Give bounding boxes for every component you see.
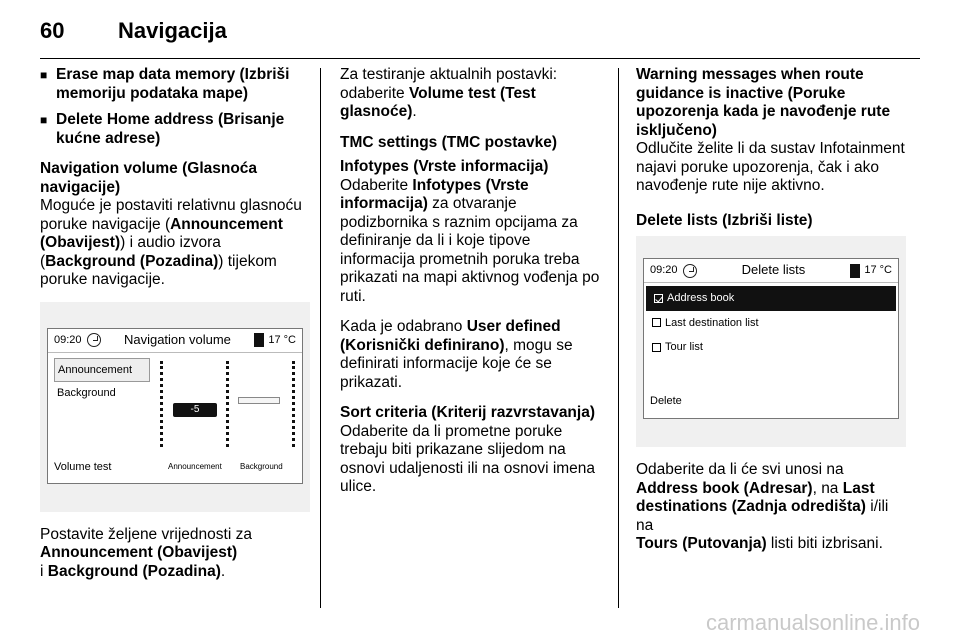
sort-text: Odaberite da li prometne poruke trebaju biti prikazane slijedom na osnovi udaljenosti ili na osnovi imena ulice. — [340, 422, 596, 495]
delete-lists-screen — [643, 258, 899, 419]
menu-item-announcement[interactable]: Announcement — [54, 358, 150, 383]
nav-volume-heading: Navigation volume (Glasnoća navigacije) — [40, 160, 258, 196]
page-title: Navigacija — [118, 18, 227, 43]
header-rule — [40, 58, 920, 59]
warning-heading: Warning messages when route guidance is inactive (Poruke upozorenja kada je navođenje rute isključeno) — [636, 66, 891, 139]
checkbox-last-destinations[interactable]: Last destination list — [644, 311, 898, 336]
menu-item-background[interactable]: Background — [57, 387, 116, 399]
delete-lists-text: Odaberite da li će svi unosi na Address book (Adresar), na Last destinations (Zadnja odredišta) i/ili na Tours (Putovanja) listi biti izbrisani. — [636, 461, 889, 552]
checkbox-checked-icon — [654, 294, 663, 303]
tmc-heading: TMC settings (TMC postavke) — [340, 133, 558, 151]
infotypes-text: Odaberite Infotypes (Vrste informacija) za otvaranje podizbornika s raznim opcijama za definiranje da li i koje tipove informacija prometnih poruka treba prikazati na mapi aktivnog vođenja po ruti. — [340, 176, 600, 305]
column-2 — [340, 66, 605, 509]
column-3 — [636, 66, 906, 566]
checkbox-tour-list[interactable]: Tour list — [644, 335, 898, 360]
background-label: Background — [240, 462, 283, 471]
page-header — [40, 18, 227, 48]
screen-title: Navigation volume — [123, 331, 231, 347]
status-bar — [48, 329, 302, 353]
clock-time: 09:20 — [650, 264, 678, 277]
thermometer-icon — [850, 264, 860, 278]
warning-text: Odlučite želite li da sustav Infotainment najavi poruke upozorenja, čak i ako navođenje rute nije aktivno. — [636, 140, 905, 194]
nav-volume-list — [54, 358, 150, 405]
clock-time: 09:20 — [54, 333, 82, 346]
announcement-label: Announcement — [168, 462, 222, 471]
menu-item-volume-test[interactable]: Volume test — [54, 461, 112, 473]
temperature: 17 °C — [268, 333, 296, 346]
announcement-scale-left — [160, 361, 163, 447]
delete-lists-heading: Delete lists (Izbriši liste) — [636, 211, 813, 229]
nav-volume-screen — [47, 328, 303, 484]
bullet-list — [40, 66, 310, 148]
delete-lists-body — [644, 286, 898, 418]
sort-heading: Sort criteria (Kriterij razvrstavanja) — [340, 404, 595, 421]
column-1 — [40, 66, 310, 593]
temperature: 17 °C — [864, 264, 892, 277]
infotypes-heading: Infotypes (Vrste informacija) — [340, 158, 549, 175]
page-number: 60 — [40, 18, 65, 43]
checkbox-icon — [652, 318, 661, 327]
thermometer-icon — [254, 333, 264, 347]
checkbox-address-book[interactable]: Address book — [646, 286, 896, 311]
nav-volume-text: Moguće je postaviti relativnu glasnoću poruke navigacije (Announcement (Obavijest)) i audio izvora (Background (Pozadina)) tijekom poruke navigacije. — [40, 197, 302, 288]
background-slider[interactable] — [238, 397, 280, 404]
column-divider-2 — [618, 68, 619, 608]
user-defined-text: Kada je odabrano User defined (Korisnički definirano), mogu se definirati informacije koje će se prikazati. — [340, 318, 573, 391]
status-bar — [644, 259, 898, 283]
watermark: carmanualsonline.info — [705, 610, 920, 635]
announcement-value-badge[interactable]: -5 — [173, 403, 217, 417]
volume-test-text: Za testiranje aktualnih postavki: odaberite Volume test (Test glasnoće). — [340, 66, 558, 120]
announcement-scale-right — [226, 361, 229, 447]
nav-volume-body — [48, 353, 302, 483]
after-screen-text: Postavite željene vrijednosti za Announcement (Obavijest) i Background (Pozadina). — [40, 525, 252, 580]
screen-title: Delete lists — [741, 262, 806, 278]
background-scale-right — [292, 361, 295, 447]
clock-icon — [87, 333, 101, 347]
bullet-erase-map: ■ Erase map data memory (Izbriši memoriju podataka mape) — [40, 66, 310, 103]
clock-icon — [683, 264, 697, 278]
nav-volume-screenshot — [40, 302, 310, 512]
column-divider-1 — [320, 68, 321, 608]
delete-button[interactable]: Delete — [650, 394, 682, 407]
bullet-delete-home: ■ Delete Home address (Brisanje kućne adrese) — [40, 111, 310, 148]
delete-lists-screenshot — [636, 236, 906, 447]
checkbox-icon — [652, 343, 661, 352]
